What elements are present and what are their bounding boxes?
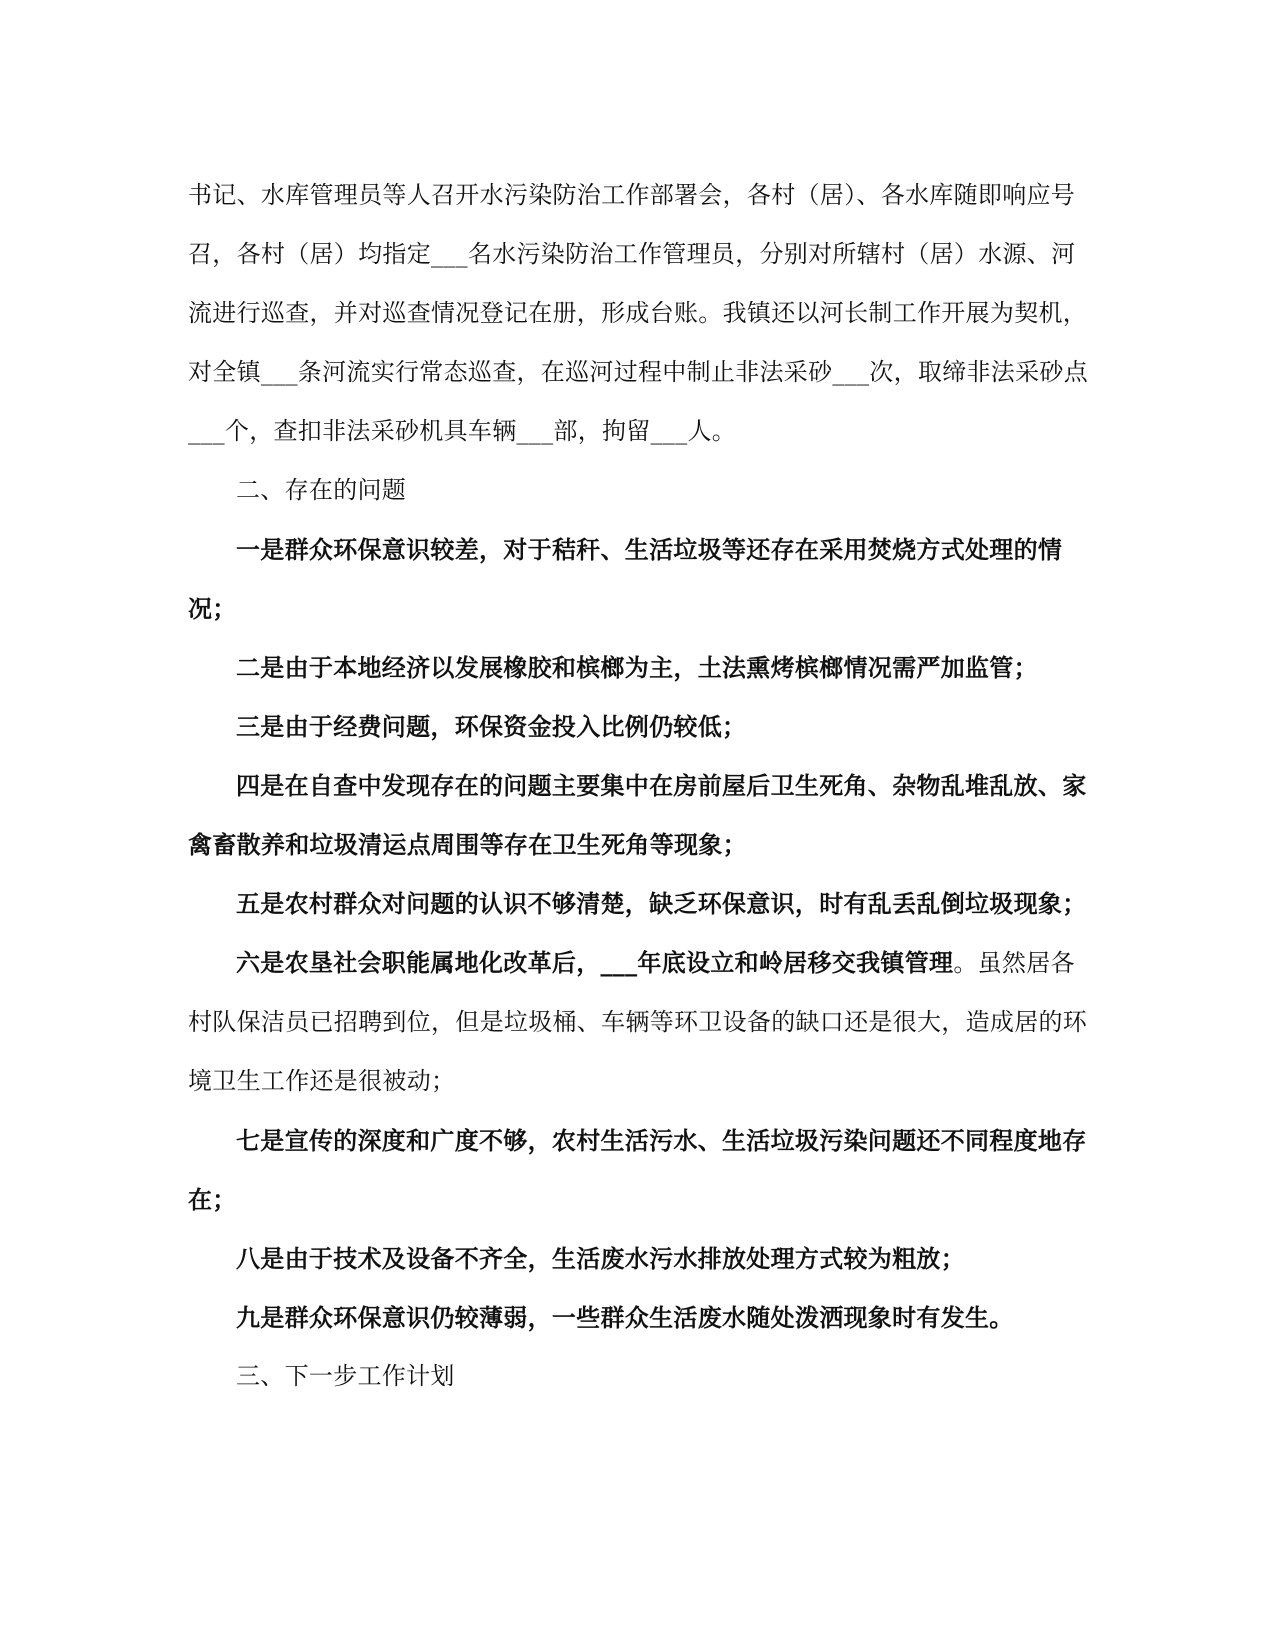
- problem-item-6-bold: 六是农垦社会职能属地化改革后，___年底设立和岭居移交我镇管理: [236, 948, 954, 977]
- problem-item-7: 七是宣传的深度和广度不够，农村生活污水、生活垃圾污染问题还不同程度地存在；: [188, 1126, 1087, 1214]
- paragraph-continuation: 书记、水库管理员等人召开水污染防治工作部署会，各村（居）、各水库随即响应号召，各村（居）均指定___名水污染防治工作管理员，分别对所辖村（居）水源、河流进行巡查，并对巡查情况登记在册，形成台账。我镇还以河长制工作开展为契机，对全镇___条河流实行常态巡查，在巡河过程中制止非法采砂___次，取缔非法采砂点___个，查扣非法采砂机具车辆___部，拘留___人。: [188, 181, 1088, 445]
- problem-item-1: 一是群众环保意识较差，对于秸秆、生活垃圾等还存在采用焚烧方式处理的情况；: [188, 535, 1063, 623]
- document-body: [188, 166, 1088, 1406]
- problem-item-6-normal: 。虽然居各村队保洁员已招聘到位，但是垃圾桶、车辆等环卫设备的缺口还是很大，造成居的环境卫生工作还是很被动；: [188, 949, 1088, 1095]
- problem-item-6: [188, 933, 1088, 1111]
- section-heading-problems: 二、存在的问题: [236, 476, 407, 504]
- problem-item-4: 四是在自查中发现存在的问题主要集中在房前屋后卫生死角、杂物乱堆乱放、家禽畜散养和垃圾清运点周围等存在卫生死角等现象；: [188, 771, 1087, 859]
- problem-item-9: 九是群众环保意识仍较薄弱，一些群众生活废水随处泼洒现象时有发生。: [236, 1303, 1014, 1332]
- problem-item-3: 三是由于经费问题，环保资金投入比例仍较低；: [236, 712, 747, 741]
- problem-item-8: 八是由于技术及设备不齐全，生活废水污水排放处理方式较为粗放；: [236, 1244, 965, 1273]
- problem-item-5: 五是农村群众对问题的认识不够清楚，缺乏环保意识，时有乱丢乱倒垃圾现象；: [236, 889, 1087, 918]
- section-heading-next-plan: 三、下一步工作计划: [236, 1362, 455, 1390]
- problem-item-2: 二是由于本地经济以发展橡胶和槟榔为主，土法熏烤槟榔情况需严加监管；: [236, 653, 1038, 682]
